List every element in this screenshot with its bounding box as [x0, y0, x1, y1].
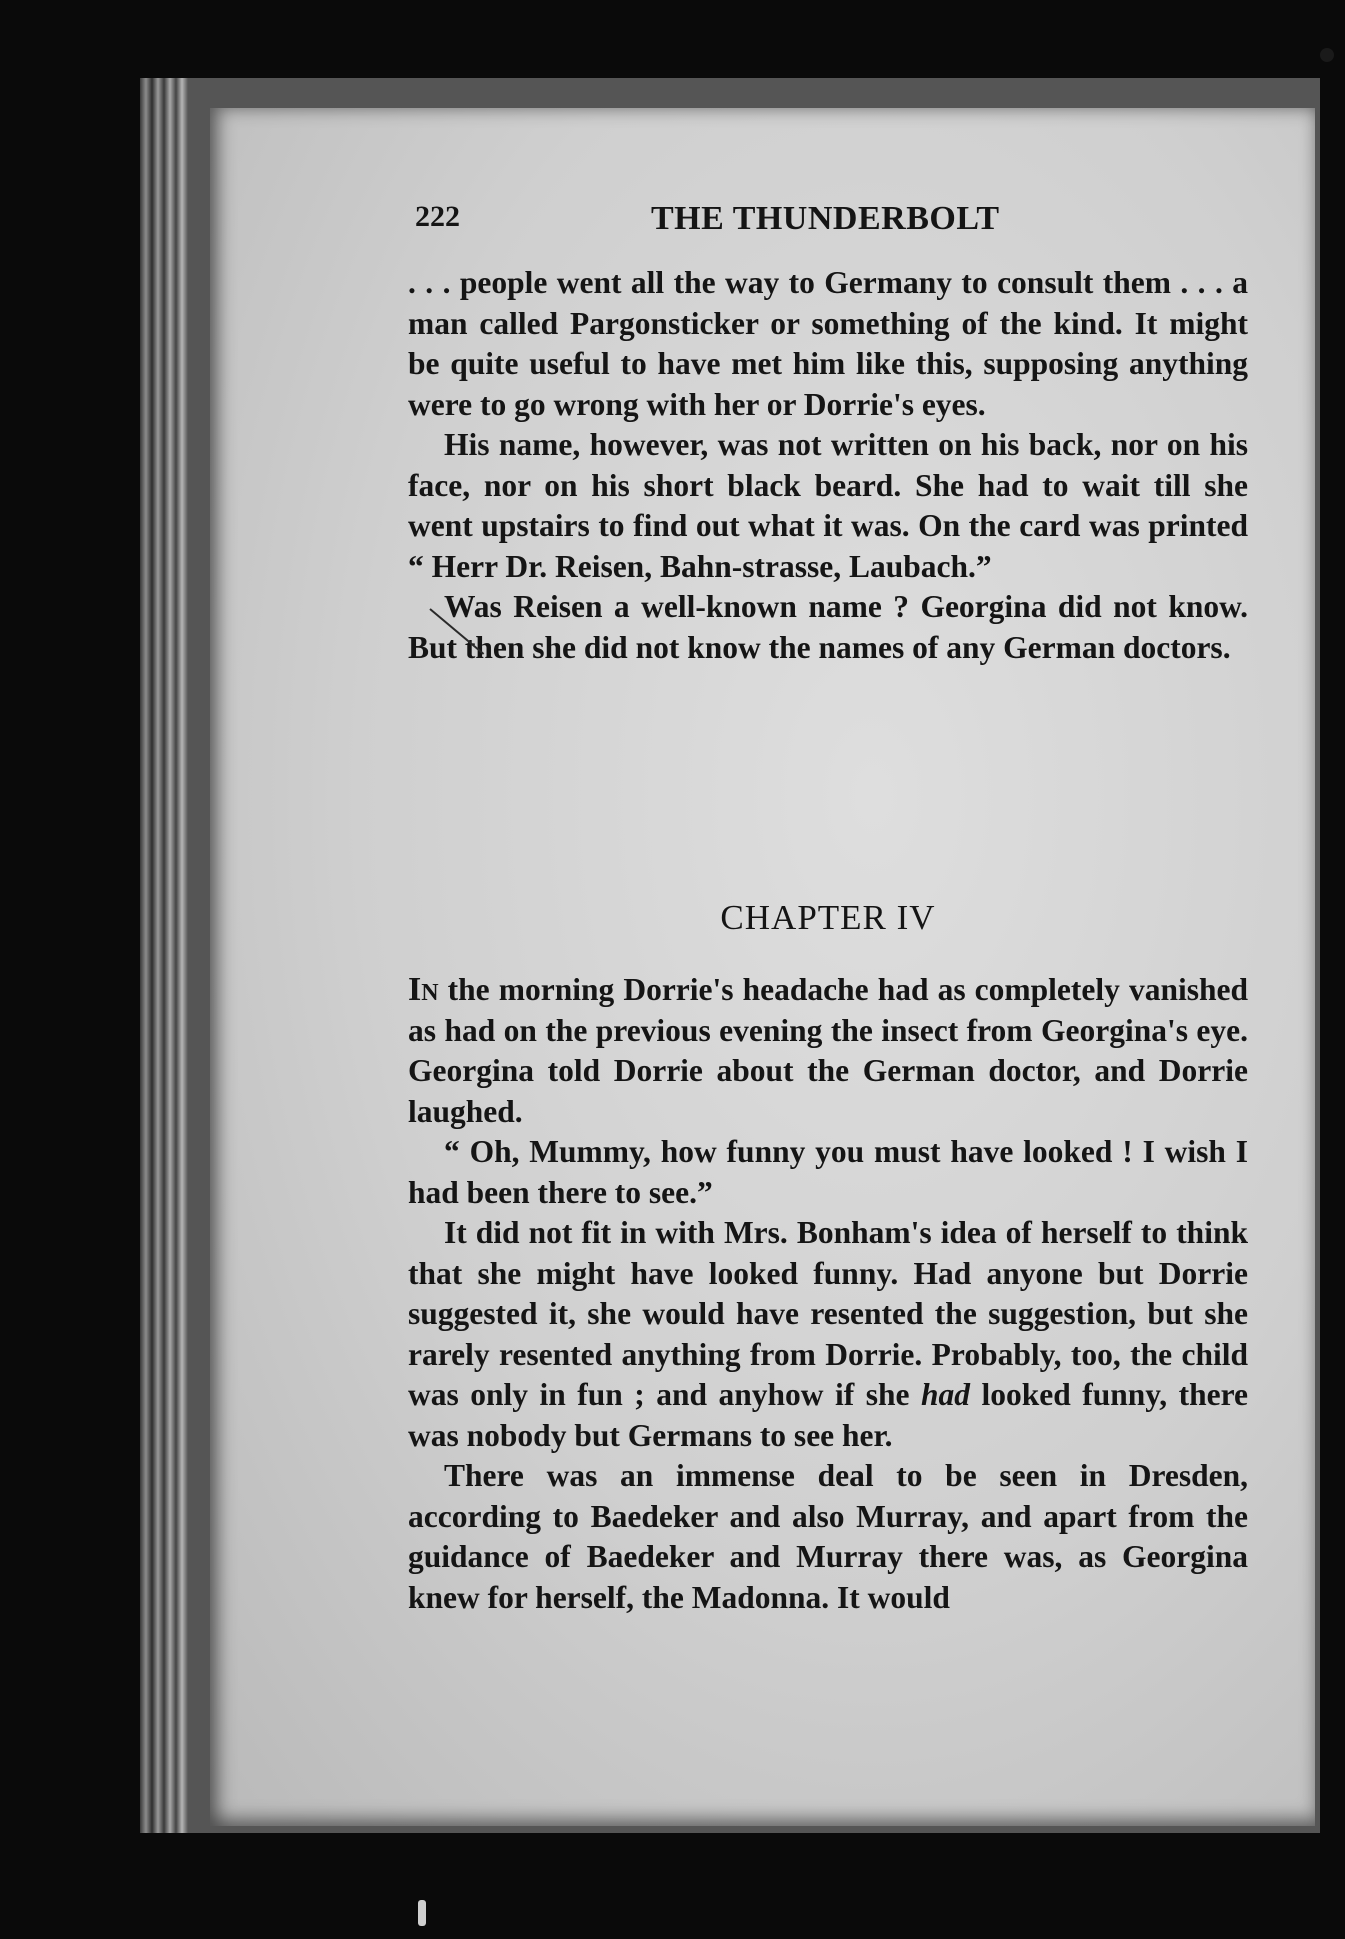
- paragraph: His name, however, was not written on his back, nor on his face, nor on his short black beard. She had to wait till she went upstairs to find out what it was. On the card was printed “ Herr Dr. Reisen, Bahn-strasse, Laubach.”: [408, 427, 1248, 584]
- scan-mark: [418, 1900, 426, 1926]
- paragraph: . . . people went all the way to Germany to consult them . . . a man called Pargonsticker or something of the kind. It might be quite useful to have met him like this, supposing anything were to go wrong with her or Dorrie's eyes.: [408, 265, 1248, 422]
- book-page: [210, 108, 1315, 1826]
- scan-speck: [1320, 48, 1334, 62]
- paragraph-opening: [408, 970, 1248, 1132]
- running-title: THE THUNDERBOLT: [651, 200, 1000, 237]
- paragraph: [408, 1213, 1248, 1456]
- opening-text: the morning Dorrie's headache had as completely vanished as had on the previous evening the insect from Georgina's eye. Georgina told Dorrie about the German doctor, and Dorrie laughed.: [408, 972, 1248, 1129]
- chapter-heading: CHAPTER IV: [720, 898, 936, 937]
- text-block-continuation: [408, 263, 1248, 668]
- page-number: 222: [415, 200, 460, 233]
- italic-word: had: [920, 1377, 970, 1412]
- paragraph: “ Oh, Mummy, how funny you must have looked ! I wish I had been there to see.”: [408, 1134, 1248, 1210]
- paragraph-text: looked funny, there was nobody but Germans to see her.: [408, 1377, 1249, 1453]
- opening-word: In: [408, 971, 439, 1008]
- paragraph: There was an immense deal to be seen in Dresden, according to Baedeker and also Murray, and apart from the guidance of Baedeker and Murray there was, as Georgina knew for herself, the Madonna. It would: [408, 1458, 1248, 1615]
- paragraph-text: It did not fit in with Mrs. Bonham's idea of herself to think that she might have looked funny. Had anyone but Dorrie suggested it, she would have resented the suggestion, but she rarely resented anything from Dorrie. Probably, too, the child was only in fun ; and anyhow if she: [408, 1215, 1248, 1412]
- running-head: [415, 200, 1235, 246]
- paragraph: Was Reisen a well-known name ? Georgina did not know. But then she did not know the names of any German doctors.: [408, 589, 1248, 665]
- text-block-chapter: [408, 970, 1248, 1618]
